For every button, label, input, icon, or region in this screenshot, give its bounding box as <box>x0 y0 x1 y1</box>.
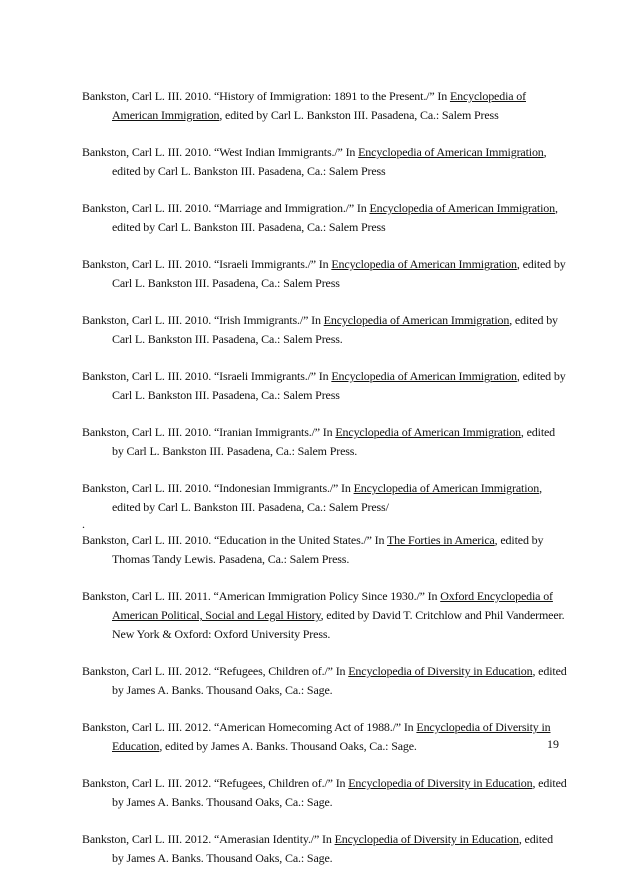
source-title: Encyclopedia of Diversity in Education <box>348 776 533 790</box>
reference-entry: Bankston, Carl L. III. 2011. “American Immigration Policy Since 1930./” In Oxford Encyclopedia of American Political, Social and Legal History, edited by David T. Critchlow and Phil Vandermeer. New York & Oxford: Oxford University Press. <box>82 589 565 641</box>
stray-mark: . <box>82 517 85 531</box>
source-title: Oxford Encyclopedia of American Political, Social and Legal History <box>112 589 553 622</box>
reference-entry: Bankston, Carl L. III. 2010. “Israeli Immigrants./” In Encyclopedia of American Immigration, edited by Carl L. Bankston III. Pasadena, Ca.: Salem Press <box>82 369 566 402</box>
source-title: Encyclopedia of American Immigration <box>335 425 521 439</box>
source-title: Encyclopedia of Diversity in Education <box>348 664 533 678</box>
source-title: Encyclopedia of American Immigration <box>331 257 517 271</box>
reference-entry: Bankston, Carl L. III. 2010. “Education in the United States./” In The Forties in America, edited by Thomas Tandy Lewis. Pasadena, Ca.: Salem Press. <box>82 533 544 566</box>
reference-entry: Bankston, Carl L. III. 2012. “American Homecoming Act of 1988./” In Encyclopedia of Diversity in Education, edited by James A. Banks. Thousand Oaks, Ca.: Sage. <box>82 720 551 753</box>
page-number: 19 <box>547 737 559 751</box>
source-title: Encyclopedia of American Immigration <box>112 89 526 122</box>
source-title: Encyclopedia of American Immigration <box>358 145 544 159</box>
reference-entry: Bankston, Carl L. III. 2010. “Irish Immigrants./” In Encyclopedia of American Immigration, edited by Carl L. Bankston III. Pasadena, Ca.: Salem Press. <box>82 313 558 346</box>
source-title: Encyclopedia of American Immigration <box>353 481 540 495</box>
reference-entry: Bankston, Carl L. III. 2012. “Refugees, Children of./” In Encyclopedia of Diversity in Education, edited by James A. Banks. Thousand Oaks, Ca.: Sage. <box>82 776 567 809</box>
reference-entry: Bankston, Carl L. III. 2010. “Israeli Immigrants./” In Encyclopedia of American Immigration, edited by Carl L. Bankston III. Pasadena, Ca.: Salem Press <box>82 257 566 290</box>
reference-entry: Bankston, Carl L. III. 2010. “Indonesian Immigrants./” In Encyclopedia of American Immigration, edited by Carl L. Bankston III. Pasadena, Ca.: Salem Press/ <box>82 481 542 514</box>
reference-list <box>82 87 567 886</box>
source-title: Encyclopedia of American Immigration <box>331 369 517 383</box>
reference-entry: Bankston, Carl L. III. 2010. “History of Immigration: 1891 to the Present./” In Encyclopedia of American Immigration, edited by Carl L. Bankston III. Pasadena, Ca.: Salem Press <box>82 89 526 122</box>
source-title: Encyclopedia of Diversity in Education <box>334 832 519 846</box>
reference-entry: Bankston, Carl L. III. 2010. “Iranian Immigrants./” In Encyclopedia of American Immigration, edited by Carl L. Bankston III. Pasadena, Ca.: Salem Press. <box>82 425 556 458</box>
reference-entry: Bankston, Carl L. III. 2012. “Refugees, Children of./” In Encyclopedia of Diversity in Education, edited by James A. Banks. Thousand Oaks, Ca.: Sage. <box>82 664 567 697</box>
reference-entry: Bankston, Carl L. III. 2012. “Amerasian Identity./” In Encyclopedia of Diversity in Education, edited by James A. Banks. Thousand Oaks, Ca.: Sage. <box>82 832 553 865</box>
source-title: Encyclopedia of American Immigration <box>323 313 510 327</box>
source-title: The Forties in America <box>387 533 495 547</box>
reference-entry: Bankston, Carl L. III. 2010. “Marriage and Immigration./” In Encyclopedia of American Immigration, edited by Carl L. Bankston III. Pasadena, Ca.: Salem Press <box>82 201 558 234</box>
reference-entry: Bankston, Carl L. III. 2010. “West Indian Immigrants./” In Encyclopedia of American Immigration, edited by Carl L. Bankston III. Pasadena, Ca.: Salem Press <box>82 145 547 178</box>
source-title: Encyclopedia of Diversity in Education <box>112 720 551 753</box>
source-title: Encyclopedia of American Immigration <box>369 201 555 215</box>
